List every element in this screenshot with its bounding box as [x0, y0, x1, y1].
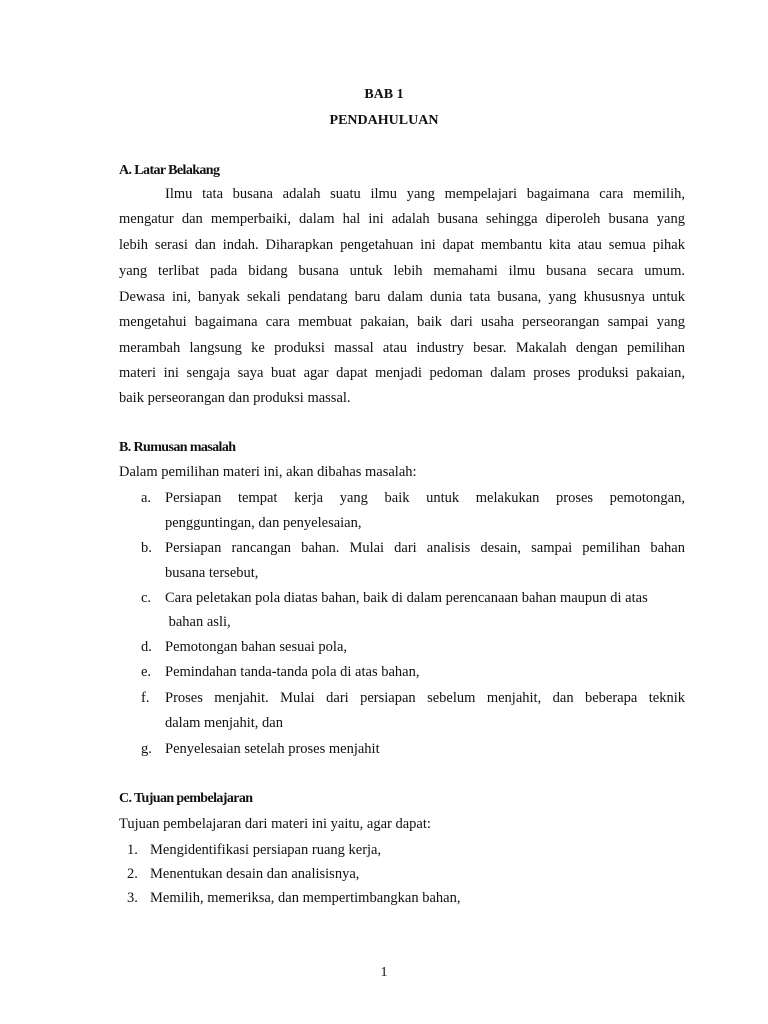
list-item-line: Persiapan tempat kerja yang baik untuk melakukan proses pemotongan, — [165, 490, 685, 506]
list-item-line: Proses menjahit. Mulai dari persiapan sebelum menjahit, dan beberapa teknik — [165, 690, 685, 706]
numbered-marker: 3. — [127, 890, 138, 906]
section-a-line: lebih serasi dan indah. Diharapkan pengetahuan ini dapat membantu kita atau semua pihak — [119, 237, 685, 253]
list-item-line: Pemindahan tanda-tanda pola di atas bahan, — [165, 664, 420, 680]
list-marker: b. — [141, 540, 152, 556]
chapter-number: BAB 1 — [364, 87, 404, 102]
page-number: 1 — [380, 965, 388, 980]
section-a-line: merambah langsung ke produksi massal atau industry besar. Makalah dengan pemilihan — [119, 340, 685, 356]
section-b-intro: Dalam pemilihan materi ini, akan dibahas masalah: — [119, 464, 417, 480]
list-marker: e. — [141, 664, 152, 680]
list-marker: f. — [141, 690, 150, 706]
list-item-line: busana tersebut, — [165, 565, 259, 581]
section-c-intro: Tujuan pembelajaran dari materi ini yaitu, agar dapat: — [119, 816, 431, 832]
chapter-title: PENDAHULUAN — [329, 113, 439, 128]
list-item-line: Penyelesaian setelah proses menjahit — [165, 741, 380, 757]
list-item-line: Persiapan rancangan bahan. Mulai dari analisis desain, sampai pemilihan bahan — [165, 540, 685, 556]
section-a-line: materi ini sengaja saya buat agar dapat menjadi pedoman dalam proses produksi pakaian, — [119, 365, 685, 381]
list-marker: d. — [141, 639, 152, 655]
numbered-item: Memilih, memeriksa, dan mempertimbangkan bahan, — [150, 890, 461, 906]
section-c-heading: C. Tujuan pembelajaran — [119, 791, 253, 806]
numbered-marker: 2. — [127, 866, 138, 882]
list-marker: a. — [141, 490, 152, 506]
list-marker: g. — [141, 741, 152, 757]
section-a-line: mengatur dan memperbaiki, dalam hal ini adalah busana sehingga diperoleh busana yang — [119, 211, 685, 227]
list-item-line: bahan asli, — [165, 614, 231, 630]
section-a-line: Ilmu tata busana adalah suatu ilmu yang mempelajari bagaimana cara memilih, — [165, 186, 685, 202]
numbered-item: Mengidentifikasi persiapan ruang kerja, — [150, 842, 382, 858]
section-b-heading: B. Rumusan masalah — [119, 440, 236, 455]
list-item-line: Pemotongan bahan sesuai pola, — [165, 639, 348, 655]
section-a-line: yang terlibat pada bidang busana untuk lebih memahami ilmu busana secara umum. — [119, 263, 685, 279]
list-item-line: Cara peletakan pola diatas bahan, baik di dalam perencanaan bahan maupun di atas — [165, 590, 648, 606]
numbered-item: Menentukan desain dan analisisnya, — [150, 866, 360, 882]
list-marker: c. — [141, 590, 152, 606]
numbered-marker: 1. — [127, 842, 138, 858]
section-a-line: Dewasa ini, banyak sekali pendatang baru dalam dunia tata busana, yang khususnya untuk — [119, 289, 685, 305]
section-a-line: mengetahui bagaimana cara membuat pakaian, baik dari usaha perseorangan sampai yang — [119, 314, 685, 330]
list-item-line: pengguntingan, dan penyelesaian, — [165, 515, 362, 531]
section-a-line: baik perseorangan dan produksi massal. — [119, 390, 351, 406]
list-item-line: dalam menjahit, dan — [165, 715, 283, 731]
section-a-heading: A. Latar Belakang — [119, 163, 220, 178]
